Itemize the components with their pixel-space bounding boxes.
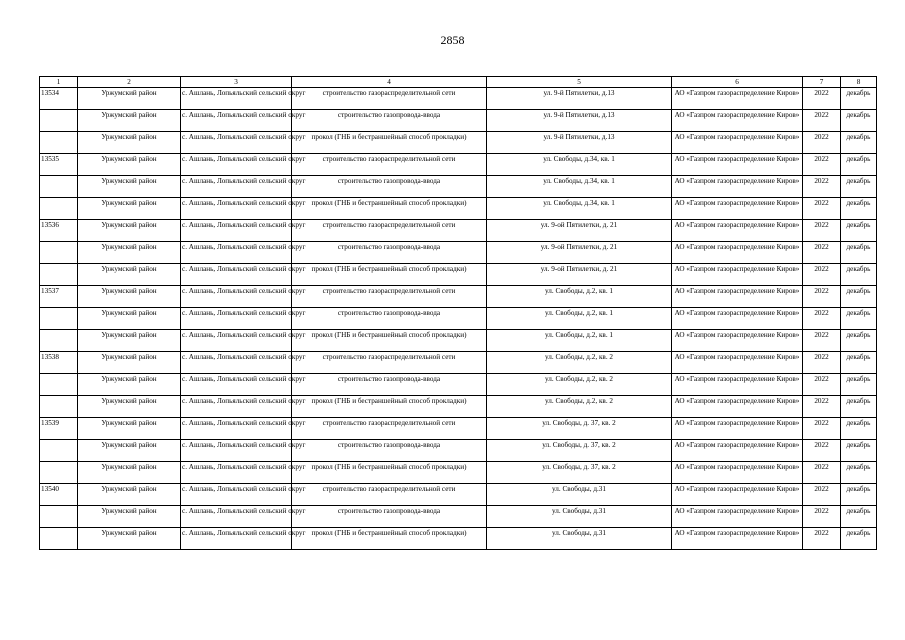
column-header: 3 — [181, 77, 292, 88]
table-row — [40, 440, 877, 462]
table-header — [40, 77, 877, 88]
year-cell: 2022 — [803, 462, 841, 484]
district-cell: Уржумский район — [78, 352, 181, 374]
settlement-cell: с. Ашлань, Лопьяльский сельский округ — [181, 462, 292, 484]
organization-cell: АО «Газпром газораспределение Киров» — [672, 462, 803, 484]
record-number-cell — [40, 440, 78, 462]
table-row — [40, 418, 877, 440]
organization-cell: АО «Газпром газораспределение Киров» — [672, 286, 803, 308]
district-cell: Уржумский район — [78, 484, 181, 506]
table-row — [40, 352, 877, 374]
work-type-cell: прокол (ГНБ и бестраншейный способ прокладки) — [292, 528, 487, 550]
work-type-cell: строительство газораспределительной сети — [292, 418, 487, 440]
month-cell: декабрь — [841, 220, 877, 242]
address-cell: ул. 9-ой Пятилетки, д. 21 — [487, 220, 672, 242]
district-cell: Уржумский район — [78, 286, 181, 308]
work-type-cell: строительство газораспределительной сети — [292, 352, 487, 374]
settlement-cell: с. Ашлань, Лопьяльский сельский округ — [181, 418, 292, 440]
district-cell: Уржумский район — [78, 308, 181, 330]
district-cell: Уржумский район — [78, 374, 181, 396]
organization-cell: АО «Газпром газораспределение Киров» — [672, 352, 803, 374]
organization-cell: АО «Газпром газораспределение Киров» — [672, 506, 803, 528]
district-cell: Уржумский район — [78, 132, 181, 154]
work-type-cell: строительство газопровода-ввода — [292, 308, 487, 330]
month-cell: декабрь — [841, 110, 877, 132]
organization-cell: АО «Газпром газораспределение Киров» — [672, 418, 803, 440]
address-cell: ул. 9-й Пятилетки, д.13 — [487, 88, 672, 110]
organization-cell: АО «Газпром газораспределение Киров» — [672, 308, 803, 330]
work-type-cell: строительство газопровода-ввода — [292, 374, 487, 396]
organization-cell: АО «Газпром газораспределение Киров» — [672, 396, 803, 418]
year-cell: 2022 — [803, 242, 841, 264]
district-cell: Уржумский район — [78, 506, 181, 528]
settlement-cell: с. Ашлань, Лопьяльский сельский округ — [181, 110, 292, 132]
record-number-cell: 13537 — [40, 286, 78, 308]
record-number-cell — [40, 462, 78, 484]
district-cell: Уржумский район — [78, 176, 181, 198]
year-cell: 2022 — [803, 110, 841, 132]
year-cell: 2022 — [803, 506, 841, 528]
district-cell: Уржумский район — [78, 528, 181, 550]
organization-cell: АО «Газпром газораспределение Киров» — [672, 132, 803, 154]
organization-cell: АО «Газпром газораспределение Киров» — [672, 528, 803, 550]
year-cell: 2022 — [803, 484, 841, 506]
column-header: 1 — [40, 77, 78, 88]
month-cell: декабрь — [841, 330, 877, 352]
record-number-cell — [40, 242, 78, 264]
table-row — [40, 176, 877, 198]
month-cell: декабрь — [841, 308, 877, 330]
district-cell: Уржумский район — [78, 264, 181, 286]
work-type-cell: прокол (ГНБ и бестраншейный способ прокладки) — [292, 132, 487, 154]
work-type-cell: строительство газораспределительной сети — [292, 286, 487, 308]
record-number-cell: 13534 — [40, 88, 78, 110]
column-header: 6 — [672, 77, 803, 88]
record-number-cell — [40, 528, 78, 550]
settlement-cell: с. Ашлань, Лопьяльский сельский округ — [181, 330, 292, 352]
organization-cell: АО «Газпром газораспределение Киров» — [672, 330, 803, 352]
table-row — [40, 484, 877, 506]
settlement-cell: с. Ашлань, Лопьяльский сельский округ — [181, 440, 292, 462]
settlement-cell: с. Ашлань, Лопьяльский сельский округ — [181, 132, 292, 154]
month-cell: декабрь — [841, 506, 877, 528]
column-header: 7 — [803, 77, 841, 88]
month-cell: декабрь — [841, 440, 877, 462]
work-type-cell: строительство газопровода-ввода — [292, 110, 487, 132]
record-number-cell — [40, 330, 78, 352]
work-type-cell: строительство газораспределительной сети — [292, 88, 487, 110]
table-body — [40, 88, 877, 550]
address-cell: ул. Свободы, д. 37, кв. 2 — [487, 462, 672, 484]
table-row — [40, 242, 877, 264]
settlement-cell: с. Ашлань, Лопьяльский сельский округ — [181, 220, 292, 242]
record-number-cell: 13540 — [40, 484, 78, 506]
address-cell: ул. Свободы, д.2, кв. 2 — [487, 396, 672, 418]
column-header: 4 — [292, 77, 487, 88]
month-cell: декабрь — [841, 374, 877, 396]
record-number-cell — [40, 374, 78, 396]
table-row — [40, 198, 877, 220]
settlement-cell: с. Ашлань, Лопьяльский сельский округ — [181, 506, 292, 528]
month-cell: декабрь — [841, 528, 877, 550]
record-number-cell — [40, 308, 78, 330]
address-cell: ул. Свободы, д.2, кв. 1 — [487, 286, 672, 308]
work-type-cell: строительство газопровода-ввода — [292, 440, 487, 462]
record-number-cell: 13536 — [40, 220, 78, 242]
month-cell: декабрь — [841, 352, 877, 374]
work-type-cell: прокол (ГНБ и бестраншейный способ прокладки) — [292, 462, 487, 484]
record-number-cell — [40, 132, 78, 154]
district-cell: Уржумский район — [78, 440, 181, 462]
address-cell: ул. Свободы, д.34, кв. 1 — [487, 154, 672, 176]
settlement-cell: с. Ашлань, Лопьяльский сельский округ — [181, 154, 292, 176]
table-row — [40, 462, 877, 484]
district-cell: Уржумский район — [78, 462, 181, 484]
organization-cell: АО «Газпром газораспределение Киров» — [672, 440, 803, 462]
organization-cell: АО «Газпром газораспределение Киров» — [672, 242, 803, 264]
month-cell: декабрь — [841, 396, 877, 418]
work-type-cell: строительство газораспределительной сети — [292, 484, 487, 506]
address-cell: ул. Свободы, д.31 — [487, 484, 672, 506]
year-cell: 2022 — [803, 176, 841, 198]
district-cell: Уржумский район — [78, 110, 181, 132]
table-row — [40, 286, 877, 308]
year-cell: 2022 — [803, 286, 841, 308]
page-number: 2858 — [440, 33, 465, 47]
record-number-cell — [40, 506, 78, 528]
table-row — [40, 154, 877, 176]
work-type-cell: строительство газопровода-ввода — [292, 506, 487, 528]
organization-cell: АО «Газпром газораспределение Киров» — [672, 154, 803, 176]
district-cell: Уржумский район — [78, 396, 181, 418]
year-cell: 2022 — [803, 418, 841, 440]
table-row — [40, 264, 877, 286]
address-cell: ул. Свободы, д.31 — [487, 528, 672, 550]
table-row — [40, 528, 877, 550]
year-cell: 2022 — [803, 528, 841, 550]
address-cell: ул. Свободы, д. 37, кв. 2 — [487, 418, 672, 440]
month-cell: декабрь — [841, 198, 877, 220]
table-row — [40, 308, 877, 330]
year-cell: 2022 — [803, 330, 841, 352]
year-cell: 2022 — [803, 440, 841, 462]
month-cell: декабрь — [841, 88, 877, 110]
address-cell: ул. Свободы, д.2, кв. 1 — [487, 330, 672, 352]
register-table — [39, 76, 877, 550]
table-row — [40, 506, 877, 528]
table-row — [40, 132, 877, 154]
address-cell: ул. 9-й Пятилетки, д.13 — [487, 132, 672, 154]
organization-cell: АО «Газпром газораспределение Киров» — [672, 176, 803, 198]
settlement-cell: с. Ашлань, Лопьяльский сельский округ — [181, 484, 292, 506]
work-type-cell: прокол (ГНБ и бестраншейный способ прокладки) — [292, 264, 487, 286]
settlement-cell: с. Ашлань, Лопьяльский сельский округ — [181, 198, 292, 220]
year-cell: 2022 — [803, 198, 841, 220]
organization-cell: АО «Газпром газораспределение Киров» — [672, 110, 803, 132]
organization-cell: АО «Газпром газораспределение Киров» — [672, 374, 803, 396]
work-type-cell: строительство газопровода-ввода — [292, 242, 487, 264]
year-cell: 2022 — [803, 220, 841, 242]
district-cell: Уржумский район — [78, 418, 181, 440]
month-cell: декабрь — [841, 154, 877, 176]
column-header: 2 — [78, 77, 181, 88]
year-cell: 2022 — [803, 352, 841, 374]
settlement-cell: с. Ашлань, Лопьяльский сельский округ — [181, 374, 292, 396]
district-cell: Уржумский район — [78, 88, 181, 110]
year-cell: 2022 — [803, 308, 841, 330]
year-cell: 2022 — [803, 396, 841, 418]
table-row — [40, 374, 877, 396]
record-number-cell — [40, 396, 78, 418]
district-cell: Уржумский район — [78, 330, 181, 352]
work-type-cell: прокол (ГНБ и бестраншейный способ прокладки) — [292, 330, 487, 352]
month-cell: декабрь — [841, 462, 877, 484]
year-cell: 2022 — [803, 264, 841, 286]
work-type-cell: строительство газораспределительной сети — [292, 154, 487, 176]
district-cell: Уржумский район — [78, 242, 181, 264]
district-cell: Уржумский район — [78, 154, 181, 176]
record-number-cell: 13535 — [40, 154, 78, 176]
organization-cell: АО «Газпром газораспределение Киров» — [672, 88, 803, 110]
record-number-cell: 13539 — [40, 418, 78, 440]
month-cell: декабрь — [841, 418, 877, 440]
organization-cell: АО «Газпром газораспределение Киров» — [672, 484, 803, 506]
year-cell: 2022 — [803, 154, 841, 176]
header-row — [40, 77, 877, 88]
district-cell: Уржумский район — [78, 220, 181, 242]
district-cell: Уржумский район — [78, 198, 181, 220]
month-cell: декабрь — [841, 176, 877, 198]
address-cell: ул. Свободы, д.2, кв. 2 — [487, 352, 672, 374]
year-cell: 2022 — [803, 88, 841, 110]
table-row — [40, 110, 877, 132]
settlement-cell: с. Ашлань, Лопьяльский сельский округ — [181, 88, 292, 110]
month-cell: декабрь — [841, 242, 877, 264]
record-number-cell — [40, 198, 78, 220]
address-cell: ул. 9-й Пятилетки, д.13 — [487, 110, 672, 132]
address-cell: ул. Свободы, д. 37, кв. 2 — [487, 440, 672, 462]
address-cell: ул. 9-ой Пятилетки, д. 21 — [487, 242, 672, 264]
address-cell: ул. Свободы, д.34, кв. 1 — [487, 176, 672, 198]
table-row — [40, 396, 877, 418]
column-header: 8 — [841, 77, 877, 88]
record-number-cell — [40, 110, 78, 132]
organization-cell: АО «Газпром газораспределение Киров» — [672, 264, 803, 286]
settlement-cell: с. Ашлань, Лопьяльский сельский округ — [181, 396, 292, 418]
record-number-cell — [40, 264, 78, 286]
year-cell: 2022 — [803, 132, 841, 154]
year-cell: 2022 — [803, 374, 841, 396]
table-row — [40, 330, 877, 352]
settlement-cell: с. Ашлань, Лопьяльский сельский округ — [181, 242, 292, 264]
column-header: 5 — [487, 77, 672, 88]
settlement-cell: с. Ашлань, Лопьяльский сельский округ — [181, 264, 292, 286]
month-cell: декабрь — [841, 264, 877, 286]
work-type-cell: прокол (ГНБ и бестраншейный способ прокладки) — [292, 198, 487, 220]
settlement-cell: с. Ашлань, Лопьяльский сельский округ — [181, 176, 292, 198]
record-number-cell — [40, 176, 78, 198]
work-type-cell: строительство газораспределительной сети — [292, 220, 487, 242]
month-cell: декабрь — [841, 484, 877, 506]
table-row — [40, 88, 877, 110]
month-cell: декабрь — [841, 132, 877, 154]
address-cell: ул. Свободы, д.34, кв. 1 — [487, 198, 672, 220]
settlement-cell: с. Ашлань, Лопьяльский сельский округ — [181, 528, 292, 550]
organization-cell: АО «Газпром газораспределение Киров» — [672, 220, 803, 242]
address-cell: ул. 9-ой Пятилетки, д. 21 — [487, 264, 672, 286]
address-cell: ул. Свободы, д.2, кв. 2 — [487, 374, 672, 396]
month-cell: декабрь — [841, 286, 877, 308]
settlement-cell: с. Ашлань, Лопьяльский сельский округ — [181, 352, 292, 374]
work-type-cell: строительство газопровода-ввода — [292, 176, 487, 198]
settlement-cell: с. Ашлань, Лопьяльский сельский округ — [181, 308, 292, 330]
address-cell: ул. Свободы, д.2, кв. 1 — [487, 308, 672, 330]
settlement-cell: с. Ашлань, Лопьяльский сельский округ — [181, 286, 292, 308]
table-row — [40, 220, 877, 242]
organization-cell: АО «Газпром газораспределение Киров» — [672, 198, 803, 220]
work-type-cell: прокол (ГНБ и бестраншейный способ прокладки) — [292, 396, 487, 418]
record-number-cell: 13538 — [40, 352, 78, 374]
address-cell: ул. Свободы, д.31 — [487, 506, 672, 528]
